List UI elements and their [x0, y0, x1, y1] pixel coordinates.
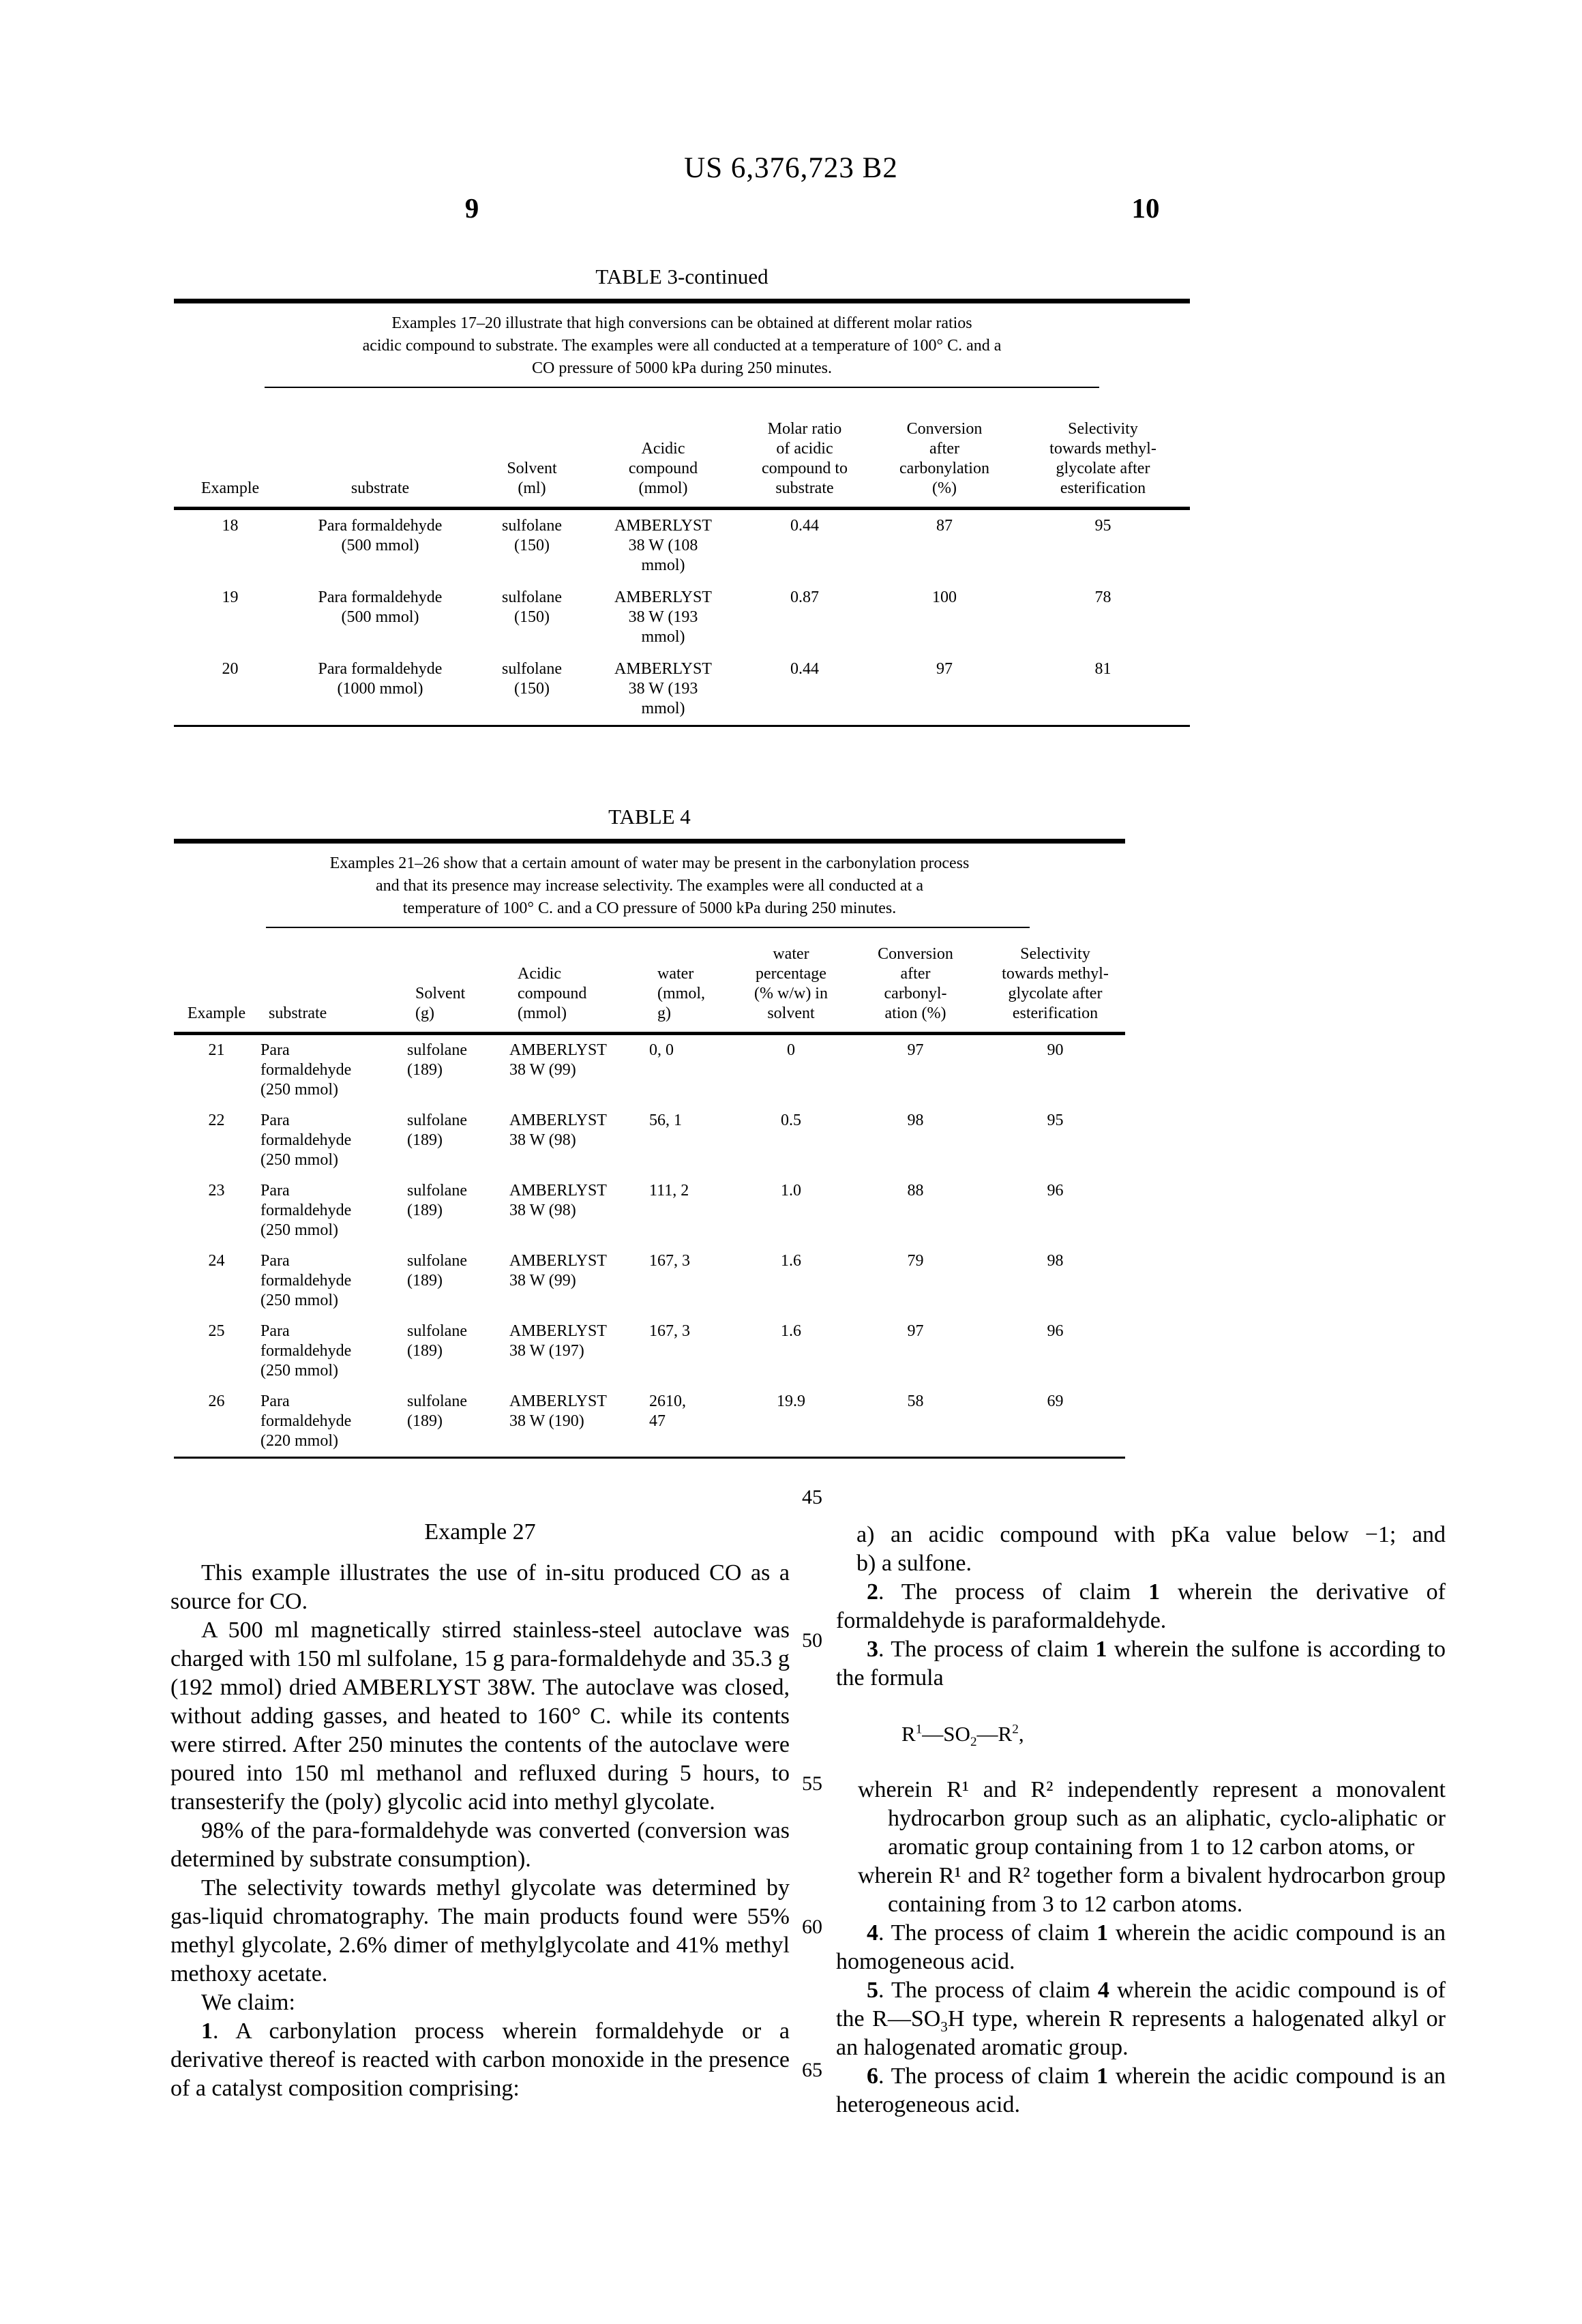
table4-grid	[174, 928, 1125, 1457]
claim-text: wherein the derivative of formaldehyde is paraformaldehyde.	[836, 1579, 1446, 1633]
cell-conversion: 100	[932, 589, 957, 606]
cell-selectivity: 96	[1047, 1322, 1064, 1340]
cell-example: 18	[222, 517, 239, 535]
claim-number: 1	[201, 2018, 213, 2044]
claim-6	[836, 2062, 1446, 2119]
cell-example: 21	[208, 1041, 225, 1059]
claim-text: . The process of claim	[878, 2064, 1097, 2089]
cell-example: 24	[208, 1252, 225, 1270]
cell-conversion: 97	[907, 1041, 924, 1059]
table3-caption-line: acidic compound to substrate. The examples were all conducted at a temperature of 100° C. and a	[362, 337, 1002, 355]
claim-text: wherein the acidic compound is an heterogeneous acid.	[836, 2064, 1446, 2117]
column-header-selectivity: Selectivity towards methyl- glycolate after esterification	[985, 928, 1125, 1034]
cell-conversion: 88	[907, 1182, 924, 1200]
line-number-55: 55	[802, 1772, 822, 1795]
formula-part: —SO	[922, 1722, 970, 1746]
cell-conversion: 97	[907, 1322, 924, 1340]
column-header-acidic-compound: Acidic compound (mmol)	[508, 928, 648, 1034]
cell-solvent: sulfolane (150)	[502, 589, 562, 626]
cell-solvent: sulfolane (189)	[407, 1392, 467, 1430]
paragraph: A 500 ml magnetically stirred stainless-steel autoclave was charged with 150 ml sulfolane, 15 g para-formaldehyde and 35.3 g (192 mmol) dried AMBERLYST 38W. The autoclave was closed, without adding gasses, and heated to 160° C. while its contents were stirred. After 250 minutes the contents of the autoclave were poured into 150 ml methanol and refluxed during 5 hours, to transesterify the (poly) glycolic acid into methyl glycolate.	[170, 1618, 790, 1815]
claim-item-b: b) a sulfone.	[856, 1551, 972, 1576]
formula-superscript: 1	[915, 1722, 923, 1737]
claim-text: H type, wherein R represents a halogenated alkyl or an halogenated aromatic group.	[836, 2006, 1446, 2060]
cell-example: 23	[208, 1182, 225, 1200]
cell-water-percentage: 1.6	[781, 1322, 801, 1340]
cell-conversion: 58	[907, 1392, 924, 1410]
claim-number: 6	[867, 2064, 878, 2089]
cell-water-percentage: 1.6	[781, 1252, 801, 1270]
cell-selectivity: 78	[1094, 589, 1111, 606]
cell-selectivity: 98	[1047, 1252, 1064, 1270]
column-header-conversion: Conversion after carbonylation (%)	[873, 388, 1016, 509]
cell-acidic-compound: AMBERLYST 38 W (197)	[509, 1322, 607, 1360]
page-number-left: 9	[464, 192, 479, 224]
column-header-water: water (mmol, g)	[648, 928, 736, 1034]
table3-continued	[174, 265, 1190, 727]
cell-molar-ratio: 0.87	[790, 589, 819, 606]
claim-3	[836, 1635, 1446, 1693]
claim-text: wherein the sulfone is according to the formula	[836, 1637, 1446, 1690]
claim-item-a: a) an acidic compound with pKa value below −1; and	[856, 1522, 1446, 1547]
example-27-heading: Example 27	[424, 1519, 536, 1545]
cell-substrate: Para formaldehyde (250 mmol)	[260, 1112, 352, 1169]
cell-acidic-compound: AMBERLYST 38 W (99)	[509, 1041, 607, 1079]
paragraph: The selectivity towards methyl glycolate was determined by gas-liquid chromatography. The main products found were 55% methyl glycolate, 2.6% dimer of methylglycolate and 41% methyl methoxy acetate.	[170, 1875, 790, 1986]
cell-acidic-compound: AMBERLYST 38 W (99)	[509, 1252, 607, 1290]
claim-3-wherein-1: wherein R¹ and R² independently represent a monovalent hydrocarbon group such as an aliphatic, cyclo-aliphatic or aromatic group containing from 1 to 12 carbon atoms, or	[858, 1777, 1446, 1860]
column-header-solvent: Solvent (ml)	[474, 388, 590, 509]
column-header-water-percentage: water percentage (% w/w) in solvent	[736, 928, 846, 1034]
claim-ref: 4	[1097, 1978, 1109, 2003]
claim-text: wherein the acidic compound is of the R—SO	[836, 1978, 1446, 2031]
cell-conversion: 87	[936, 517, 953, 535]
claim-number: 4	[867, 1920, 878, 1946]
cell-example: 22	[208, 1112, 225, 1129]
cell-water: 111, 2	[649, 1182, 689, 1200]
claim-2	[836, 1578, 1446, 1635]
table-row	[174, 509, 1190, 582]
cell-selectivity: 95	[1094, 517, 1111, 535]
claim-5	[836, 1976, 1446, 2062]
table-row	[174, 1386, 1125, 1457]
sulfone-formula	[901, 1720, 1446, 1748]
cell-water: 167, 3	[649, 1252, 690, 1270]
column-header-molar-ratio: Molar ratio of acidic compound to substrate	[736, 388, 873, 509]
claim-text: . The process of claim	[878, 1920, 1097, 1946]
claim-ref: 1	[1148, 1579, 1161, 1605]
patent-number: US 6,376,723 B2	[684, 152, 898, 184]
cell-acidic-compound: AMBERLYST 38 W (98)	[509, 1182, 607, 1219]
claim-number: 2	[867, 1579, 878, 1605]
claim-ref: 1	[1096, 2064, 1109, 2089]
cell-solvent: sulfolane (189)	[407, 1182, 467, 1219]
table-rule-bottom	[174, 1457, 1125, 1459]
table4-caption-line: and that its presence may increase selectivity. The examples were all conducted at a	[376, 877, 923, 895]
cell-water-percentage: 19.9	[777, 1392, 805, 1410]
table3-caption-line: CO pressure of 5000 kPa during 250 minutes.	[532, 359, 832, 377]
table4-caption	[174, 844, 1125, 927]
column-header-example: Example	[174, 388, 286, 509]
cell-substrate: Para formaldehyde (250 mmol)	[260, 1252, 352, 1309]
cell-substrate: Para formaldehyde (250 mmol)	[260, 1322, 352, 1380]
cell-water: 167, 3	[649, 1322, 690, 1340]
cell-selectivity: 95	[1047, 1112, 1064, 1129]
claim-4	[836, 1919, 1446, 1976]
cell-selectivity: 96	[1047, 1182, 1064, 1200]
cell-acidic-compound: AMBERLYST 38 W (193 mmol)	[614, 660, 712, 717]
cell-solvent: sulfolane (189)	[407, 1112, 467, 1149]
cell-acidic-compound: AMBERLYST 38 W (98)	[509, 1112, 607, 1149]
line-number-65: 65	[802, 2059, 822, 2081]
claim-ref: 1	[1095, 1637, 1107, 1662]
cell-solvent: sulfolane (189)	[407, 1041, 467, 1079]
cell-substrate: Para formaldehyde (250 mmol)	[260, 1041, 352, 1099]
table3-caption-line: Examples 17–20 illustrate that high conversions can be obtained at different molar ratios	[391, 314, 972, 332]
cell-acidic-compound: AMBERLYST 38 W (108 mmol)	[614, 517, 712, 574]
claim-text: . The process of claim	[878, 1978, 1098, 2003]
table4-caption-line: Examples 21–26 show that a certain amount of water may be present in the carbonylation process	[329, 854, 970, 872]
table-row	[174, 1034, 1125, 1106]
cell-substrate: Para formaldehyde (500 mmol)	[318, 589, 443, 626]
column-header-selectivity: Selectivity towards methyl- glycolate after esterification	[1016, 388, 1190, 509]
cell-acidic-compound: AMBERLYST 38 W (190)	[509, 1392, 607, 1430]
cell-solvent: sulfolane (189)	[407, 1322, 467, 1360]
page-number-right: 10	[1131, 192, 1160, 224]
table-rule-top	[174, 299, 1190, 303]
formula-subscript: 3	[940, 2018, 948, 2035]
table-row	[174, 653, 1190, 725]
formula-part: —R	[976, 1722, 1013, 1746]
cell-selectivity: 69	[1047, 1392, 1064, 1410]
right-column	[836, 1521, 1446, 2119]
claim-text: . The process of claim	[878, 1637, 1096, 1662]
cell-example: 25	[208, 1322, 225, 1340]
cell-water: 56, 1	[649, 1112, 682, 1129]
cell-solvent: sulfolane (150)	[502, 660, 562, 698]
claim-1	[170, 2017, 790, 2103]
cell-water: 0, 0	[649, 1041, 674, 1059]
cell-molar-ratio: 0.44	[790, 660, 819, 678]
formula-part: ,	[1018, 1722, 1024, 1746]
table-rule-top	[174, 839, 1125, 844]
claim-number: 5	[867, 1978, 878, 2003]
paragraph: 98% of the para-formaldehyde was converted (conversion was determined by substrate consumption).	[170, 1818, 790, 1872]
cell-substrate: Para formaldehyde (1000 mmol)	[318, 660, 443, 698]
line-number-50: 50	[802, 1629, 822, 1652]
claim-text: . The process of claim	[878, 1579, 1149, 1605]
cell-water: 2610, 47	[649, 1392, 686, 1430]
line-number-45: 45	[802, 1486, 822, 1508]
claim-text: . A carbonylation process wherein formaldehyde or a derivative thereof is reacted with carbon monoxide in the presence of a catalyst composition comprising:	[170, 2018, 790, 2101]
table4	[174, 805, 1125, 1459]
formula-part: R	[901, 1722, 916, 1746]
line-number-60: 60	[802, 1916, 822, 1938]
cell-conversion: 97	[936, 660, 953, 678]
table4-caption-line: temperature of 100° C. and a CO pressure of 5000 kPa during 250 minutes.	[402, 899, 897, 917]
claim-3-wherein-2: wherein R¹ and R² together form a bivalent hydrocarbon group containing from 3 to 12 carbon atoms.	[858, 1863, 1446, 1917]
formula-superscript: 2	[1012, 1722, 1019, 1737]
cell-selectivity: 90	[1047, 1041, 1064, 1059]
table3-header-row	[174, 388, 1190, 509]
table4-title: TABLE 4	[608, 805, 691, 829]
column-header-substrate: substrate	[259, 928, 406, 1034]
cell-water-percentage: 1.0	[781, 1182, 801, 1200]
table3-title: TABLE 3-continued	[595, 265, 768, 288]
cell-solvent: sulfolane (150)	[502, 517, 562, 554]
claim-text: wherein the acidic compound is an homogeneous acid.	[836, 1920, 1446, 1974]
cell-water-percentage: 0	[787, 1041, 795, 1059]
column-header-example: Example	[174, 928, 259, 1034]
table3-caption	[174, 303, 1190, 387]
column-header-substrate: substrate	[286, 388, 474, 509]
cell-conversion: 98	[907, 1112, 924, 1129]
table-rule-bottom	[174, 725, 1190, 727]
cell-example: 20	[222, 660, 239, 678]
column-header-conversion: Conversion after carbonyl- ation (%)	[846, 928, 985, 1034]
cell-acidic-compound: AMBERLYST 38 W (193 mmol)	[614, 589, 712, 646]
cell-molar-ratio: 0.44	[790, 517, 819, 535]
cell-example: 26	[208, 1392, 225, 1410]
formula-subscript: 2	[970, 1735, 977, 1750]
cell-substrate: Para formaldehyde (220 mmol)	[260, 1392, 352, 1450]
cell-selectivity: 81	[1094, 660, 1111, 678]
claim-ref: 1	[1096, 1920, 1109, 1946]
cell-water-percentage: 0.5	[781, 1112, 801, 1129]
table-row	[174, 1105, 1125, 1176]
table-row	[174, 1246, 1125, 1316]
cell-solvent: sulfolane (189)	[407, 1252, 467, 1290]
cell-substrate: Para formaldehyde (500 mmol)	[318, 517, 443, 554]
cell-conversion: 79	[907, 1252, 924, 1270]
table3	[174, 388, 1190, 725]
cell-example: 19	[222, 589, 239, 606]
column-header-solvent: Solvent (g)	[406, 928, 508, 1034]
we-claim: We claim:	[201, 1990, 295, 2015]
claim-number: 3	[867, 1637, 878, 1662]
table-row	[174, 582, 1190, 653]
table-row	[174, 1176, 1125, 1246]
table-row	[174, 1316, 1125, 1386]
table4-header-row	[174, 928, 1125, 1034]
column-header-acidic-compound: Acidic compound (mmol)	[590, 388, 736, 509]
paragraph: This example illustrates the use of in-situ produced CO as a source for CO.	[170, 1560, 790, 1614]
left-column	[170, 1518, 790, 2103]
cell-substrate: Para formaldehyde (250 mmol)	[260, 1182, 352, 1239]
